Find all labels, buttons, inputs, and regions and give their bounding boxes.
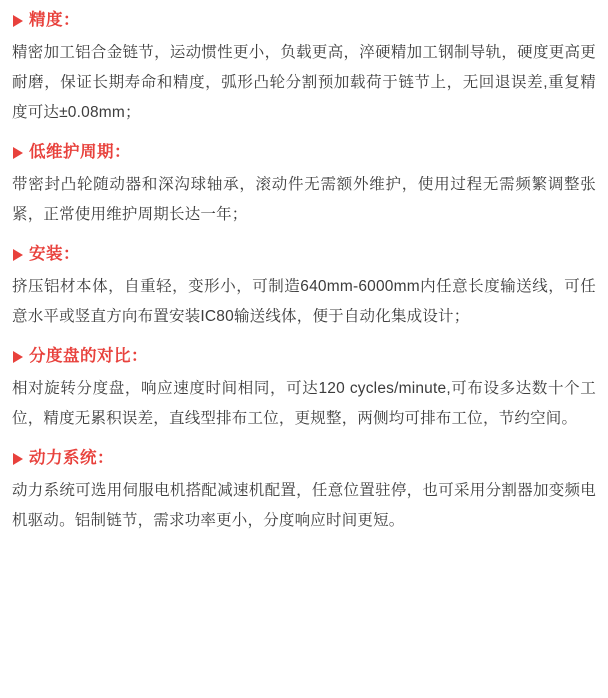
section-power-system [12,444,596,536]
section-heading [12,240,596,268]
section-title: 精度： [29,11,80,29]
section-title: 安装： [29,245,80,263]
section-heading [12,342,596,370]
section-title: 动力系统： [29,449,114,467]
red-triangle-bullet-icon [12,452,24,466]
section-title: 分度盘的对比： [29,347,148,365]
section-text: 精密加工铝合金链节，运动惯性更小，负载更高，淬硬精加工钢制导轨，硬度更高更耐磨，保证长期寿命和精度，弧形凸轮分割预加载荷于链节上，无回退误差,重复精度可达±0.08mm； [12,44,596,121]
red-triangle-bullet-icon [12,146,24,160]
section-index-table-comparison [12,342,596,434]
section-text: 挤压铝材本体，自重轻，变形小，可制造640mm-6000mm内任意长度输送线，可任意水平或竖直方向布置安装IC80输送线体，便于自动化集成设计； [12,278,596,325]
section-title: 低维护周期： [29,143,131,161]
section-low-maintenance [12,138,596,230]
section-precision [12,6,596,128]
red-triangle-bullet-icon [12,350,24,364]
section-heading [12,444,596,472]
red-triangle-bullet-icon [12,14,24,28]
section-installation [12,240,596,332]
section-text: 带密封凸轮随动器和深沟球轴承，滚动件无需额外维护，使用过程无需频繁调整张紧，正常使用维护周期长达一年； [12,176,596,223]
section-heading [12,138,596,166]
section-heading [12,6,596,34]
section-text: 相对旋转分度盘，响应速度时间相同，可达120 cycles/minute,可布设多达数十个工位，精度无累积误差，直线型排布工位，更规整，两侧均可排布工位，节约空间。 [12,380,596,427]
section-text: 动力系统可选用伺服电机搭配减速机配置，任意位置驻停，也可采用分割器加变频电机驱动。铝制链节，需求功率更小，分度响应时间更短。 [12,482,596,529]
red-triangle-bullet-icon [12,248,24,262]
